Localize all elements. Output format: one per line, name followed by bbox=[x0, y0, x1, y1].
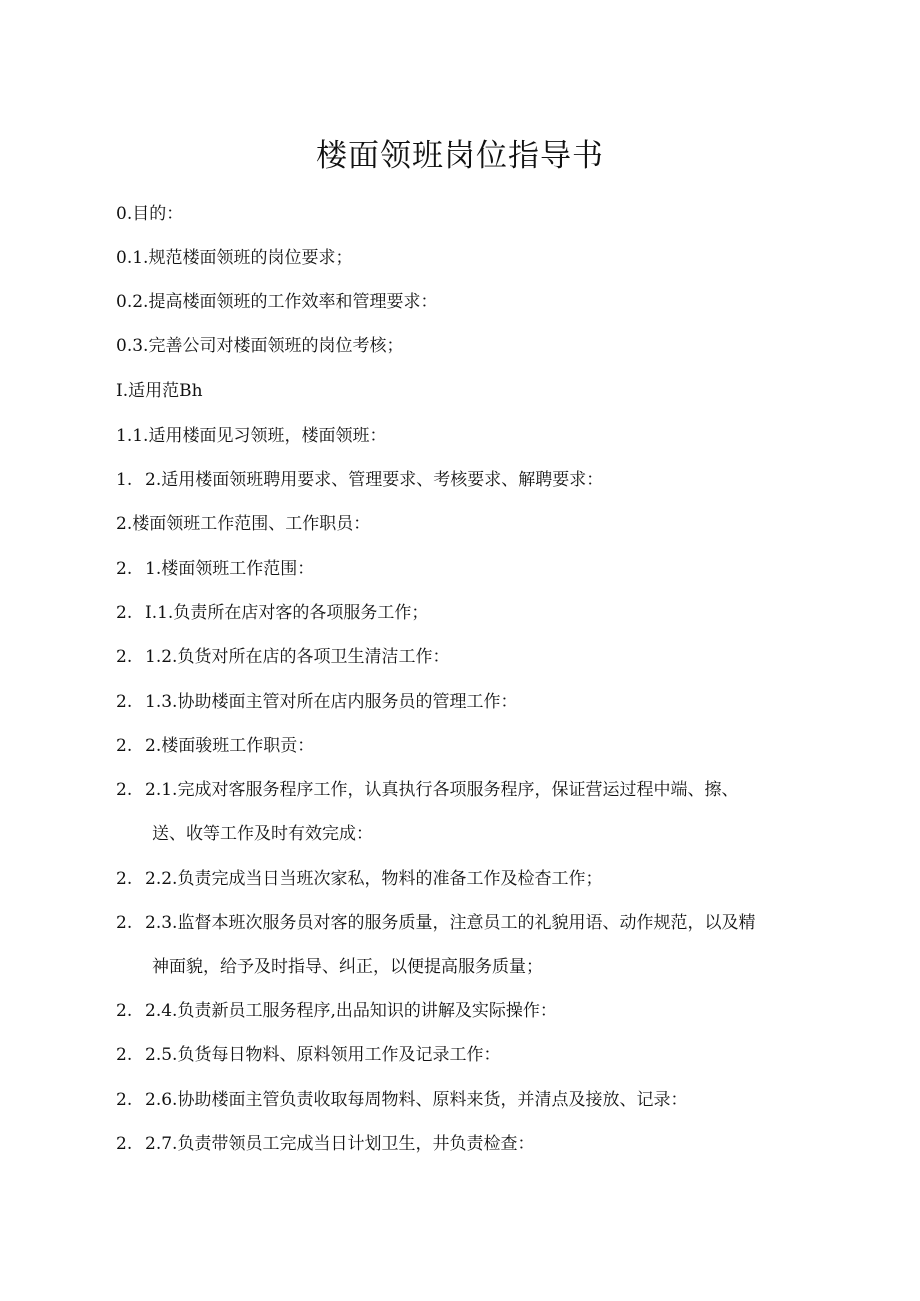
line-text: 神面貌，给予及时指导、纠正，以便提高服务质量； bbox=[152, 957, 543, 977]
text-line bbox=[116, 734, 314, 758]
text-line bbox=[116, 911, 755, 935]
line-number: 2. bbox=[116, 647, 133, 667]
text-line bbox=[116, 778, 738, 802]
line-number: 2. bbox=[116, 692, 133, 712]
text-line bbox=[116, 999, 557, 1023]
line-text: 2.1.完成对客服务程序工作，认真执行各项服务程序，保证营运过程中端、擦、 bbox=[145, 780, 739, 800]
text-line bbox=[116, 645, 449, 669]
line-text: 2.2.负责完成当日当班次家私，物料的准备工作及检杳工作； bbox=[145, 869, 603, 889]
line-text: 0.目的： bbox=[116, 204, 184, 224]
document-title: 楼面领班岗位指导书 bbox=[316, 138, 604, 174]
line-text: 2.7.负责带领员工完成当日计划卫生，井负责检查： bbox=[145, 1134, 535, 1154]
line-text: 2.6.协助楼面主管负责收取每周物料、原料来货，并清点及接放、记录： bbox=[145, 1090, 688, 1110]
text-line bbox=[152, 955, 543, 979]
text-line bbox=[116, 512, 370, 536]
text-line bbox=[152, 822, 373, 846]
line-number: 2. bbox=[116, 1045, 133, 1065]
line-number: 2. bbox=[116, 559, 133, 579]
line-number: 2. bbox=[116, 913, 133, 933]
line-number: 2. bbox=[116, 869, 133, 889]
line-text: 1.楼面领班工作范围： bbox=[145, 559, 315, 579]
text-line bbox=[116, 1088, 687, 1112]
text-line bbox=[116, 601, 428, 625]
line-text: 送、收等工作及时有效完成： bbox=[152, 824, 373, 844]
line-text: 2.楼面骏班工作职贡： bbox=[145, 736, 315, 756]
line-number: 2. bbox=[116, 1001, 133, 1021]
line-text: 0.3.完善公司对楼面领班的岗位考核； bbox=[116, 336, 404, 356]
text-line bbox=[116, 1043, 500, 1067]
line-text: 1.2.负货对所在店的各项卫生清洁工作： bbox=[145, 647, 450, 667]
line-text: 0.2.提高楼面领班的工作效率和管理要求： bbox=[116, 292, 438, 312]
text-line bbox=[116, 290, 437, 314]
line-text: 2.适用楼面领班聘用要求、管理要求、考核要求、解聘要求： bbox=[145, 470, 604, 490]
text-line bbox=[116, 1132, 534, 1156]
text-line bbox=[116, 379, 203, 403]
text-line bbox=[116, 690, 517, 714]
line-text: I.1.负责所在店对客的各项服务工作； bbox=[145, 603, 429, 623]
line-number: 2. bbox=[116, 1090, 133, 1110]
line-text: I.适用范Bh bbox=[116, 381, 203, 401]
text-line bbox=[116, 557, 314, 581]
line-number: 2. bbox=[116, 736, 133, 756]
line-text: 2.5.负货每日物料、原料领用工作及记录工作： bbox=[145, 1045, 501, 1065]
line-number: 2. bbox=[116, 780, 133, 800]
text-line bbox=[116, 867, 602, 891]
line-number: 2. bbox=[116, 1134, 133, 1154]
line-number: 2. bbox=[116, 603, 133, 623]
line-text: 1.3.协助楼面主管对所在店内服务员的管理工作： bbox=[145, 692, 518, 712]
text-line bbox=[116, 334, 403, 358]
line-text: 2.楼面领班工作范围、工作职员： bbox=[116, 514, 371, 534]
text-line bbox=[116, 246, 352, 270]
line-text: 1.1.适用楼面见习领班，楼面领班： bbox=[116, 426, 387, 446]
line-text: 2.3.监督本班次服务员对客的服务质量，注意员工的礼貌用语、动作规范，以及精 bbox=[145, 913, 756, 933]
text-line bbox=[116, 202, 183, 226]
text-line bbox=[116, 424, 386, 448]
text-line bbox=[116, 468, 603, 492]
line-number: 1. bbox=[116, 470, 133, 490]
line-text: 2.4.负责新员工服务程序,出品知识的讲解及实际操作： bbox=[145, 1001, 557, 1021]
line-text: 0.1.规范楼面领班的岗位要求； bbox=[116, 248, 353, 268]
